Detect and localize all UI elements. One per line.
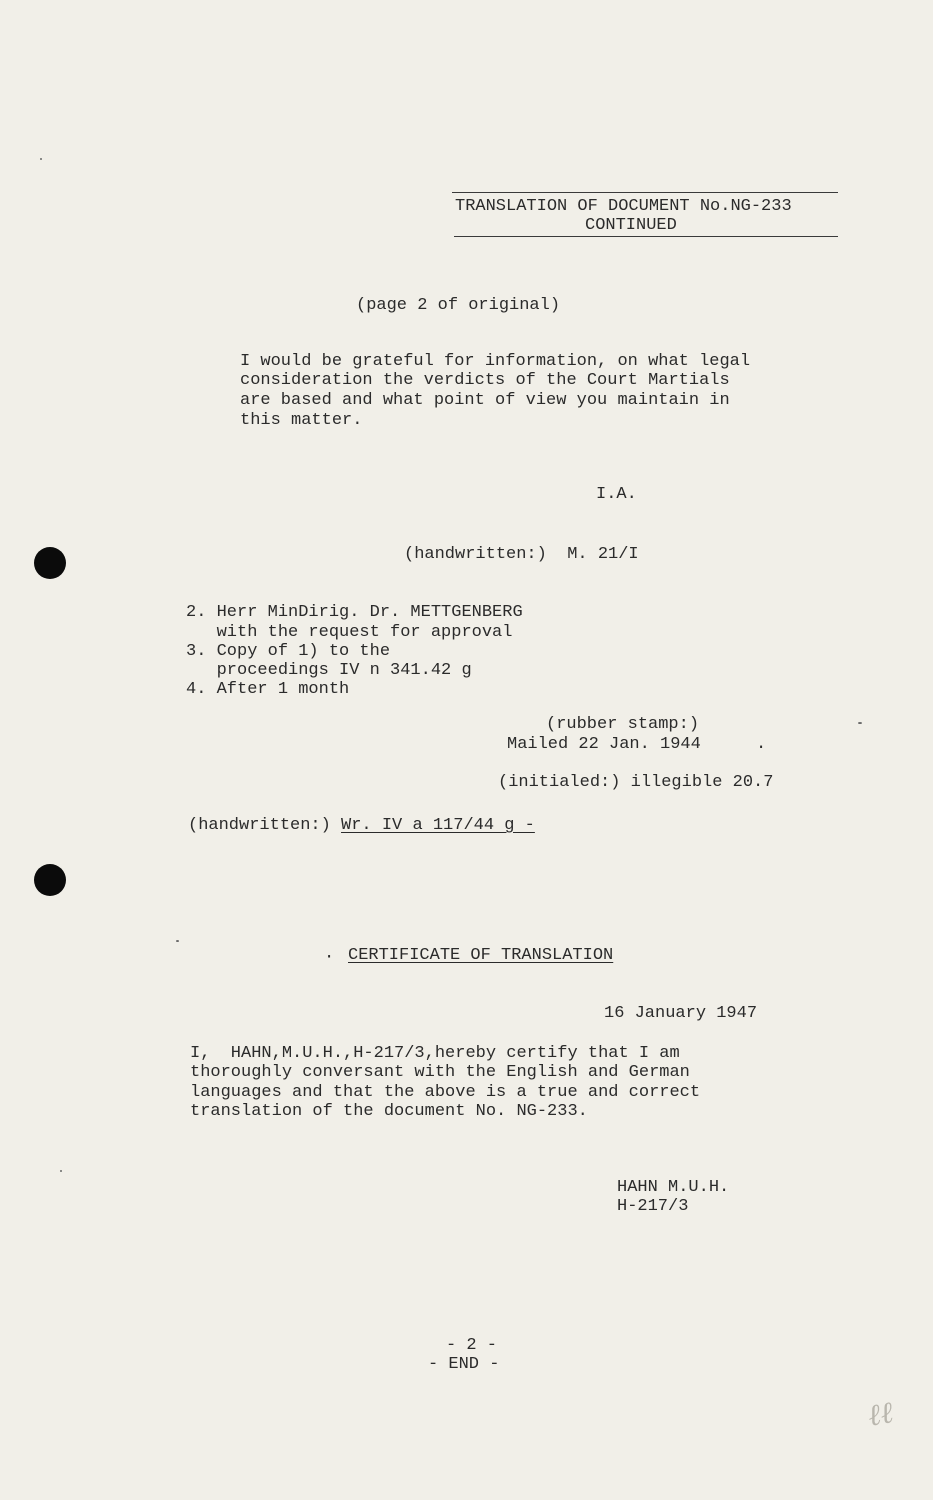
paragraph-line: are based and what point of view you maintain in: [240, 391, 730, 410]
list-item: with the request for approval: [186, 623, 513, 642]
page-reference: (page 2 of original): [356, 296, 561, 315]
paragraph-line: consideration the verdicts of the Court Martials: [240, 371, 730, 390]
handwritten-file-number: Wr. IV a 117/44 g -: [341, 816, 535, 835]
certificate-line: translation of the document No. NG-233.: [190, 1102, 588, 1121]
list-item: 3. Copy of 1) to the: [186, 642, 391, 661]
pencil-mark: ℓℓ: [865, 1395, 896, 1434]
certificate-date: 16 January 1947: [604, 1004, 758, 1023]
list-item: 2. Herr MinDirig. Dr. METTGENBERG: [186, 603, 523, 622]
certificate-bullet: ·: [324, 948, 335, 967]
header-title: TRANSLATION OF DOCUMENT No.NG-233: [455, 197, 792, 216]
paper-speck: [858, 722, 862, 724]
certificate-line: thoroughly conversant with the English and German: [190, 1063, 690, 1082]
initials-ia: I.A.: [596, 485, 637, 504]
paragraph-line: this matter.: [240, 411, 363, 430]
paper-speck: [60, 1170, 62, 1172]
rubber-stamp-label: (rubber stamp:): [546, 715, 700, 734]
stamp-dot: .: [756, 735, 767, 754]
paragraph-line: I would be grateful for information, on what legal: [240, 352, 751, 371]
signature-id: H-217/3: [617, 1197, 689, 1216]
punch-hole-bottom: [34, 864, 66, 896]
header-top-rule: [452, 192, 838, 193]
handwritten-file-reference: [188, 816, 535, 835]
handwritten-reference: (handwritten:) M. 21/I: [404, 545, 639, 564]
list-item: proceedings IV n 341.42 g: [186, 661, 472, 680]
certificate-line: languages and that the above is a true and correct: [190, 1083, 701, 1102]
rubber-stamp-text: Mailed 22 Jan. 1944: [507, 735, 701, 754]
certificate-title: CERTIFICATE OF TRANSLATION: [348, 946, 614, 965]
list-item: 4. After 1 month: [186, 680, 350, 699]
page-number: - 2 -: [446, 1336, 498, 1355]
signature-name: HAHN M.U.H.: [617, 1178, 730, 1197]
paper-speck: [40, 158, 42, 160]
punch-hole-top: [34, 547, 66, 579]
header-continued: CONTINUED: [585, 216, 677, 235]
certificate-line: I, HAHN,M.U.H.,H-217/3,hereby certify that I am: [190, 1044, 680, 1063]
header-bottom-rule: [454, 236, 838, 237]
end-marker: - END -: [428, 1355, 500, 1374]
handwritten-file-label: (handwritten:): [188, 816, 331, 835]
initialed-line: (initialed:) illegible 20.7: [498, 773, 774, 792]
paper-speck: [176, 940, 179, 942]
